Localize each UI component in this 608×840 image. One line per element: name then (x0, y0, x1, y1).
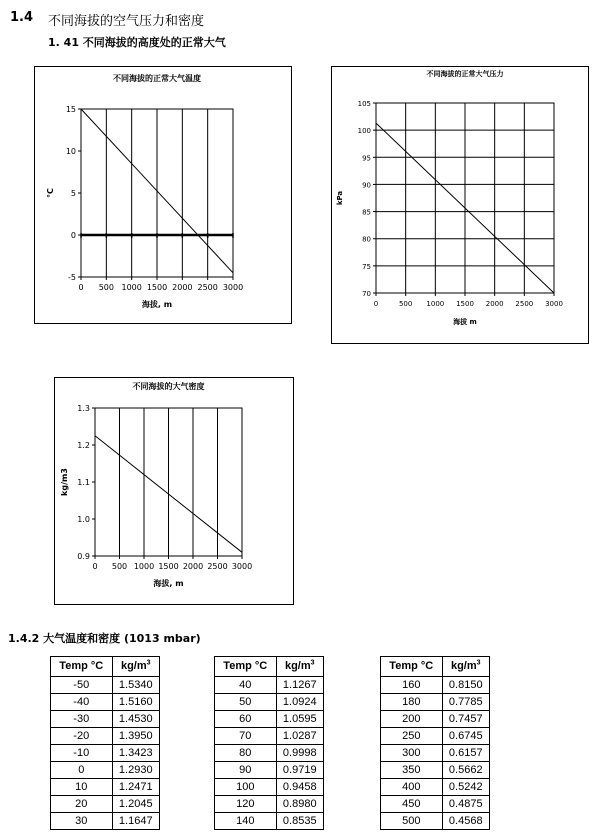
cell-density: 1.1647 (112, 813, 159, 830)
y-tick-label: 10 (65, 147, 76, 156)
cell-temp: 60 (215, 711, 277, 728)
table-row (215, 728, 324, 745)
y-tick-label: 15 (65, 105, 76, 114)
cell-density: 0.9458 (276, 779, 323, 796)
table-row (381, 694, 490, 711)
cell-density: 1.2045 (112, 796, 159, 813)
y-axis-label: kg/m3 (60, 468, 69, 496)
x-tick-label: 1500 (146, 283, 168, 292)
subsection-title: 1. 41 不同海拔的高度处的正常大气 (48, 36, 226, 49)
chart-pressure (331, 66, 589, 344)
cell-density: 1.0924 (276, 694, 323, 711)
col-header-temp: Temp °C (381, 657, 443, 677)
chart-density-svg (55, 378, 293, 604)
x-tick-label: 3000 (545, 300, 563, 308)
table-row (215, 796, 324, 813)
y-tick-label: 0 (70, 231, 76, 240)
cell-temp: 70 (215, 728, 277, 745)
cell-density: 1.0595 (276, 711, 323, 728)
cell-density: 0.9719 (276, 762, 323, 779)
cell-temp: 180 (381, 694, 443, 711)
table-row (51, 677, 160, 694)
cell-density: 1.2471 (112, 779, 159, 796)
x-axis-label: 海拔, m (141, 300, 173, 309)
cell-density: 1.0287 (276, 728, 323, 745)
y-axis-label: °C (46, 188, 55, 198)
cell-temp: 90 (215, 762, 277, 779)
x-tick-label: 2500 (515, 300, 534, 308)
y-tick-label: 0.9 (77, 552, 90, 561)
table-row (51, 745, 160, 762)
section-number: 1.4 (10, 10, 34, 25)
x-tick-label: 0 (78, 283, 84, 292)
density-table-3 (380, 656, 490, 830)
cell-density: 0.4875 (442, 796, 489, 813)
col-header-density (276, 657, 323, 677)
x-tick-label: 1000 (133, 562, 155, 571)
y-tick-label: 70 (362, 290, 371, 298)
col-header-density-unit: kg/m (450, 660, 477, 672)
table-row (215, 694, 324, 711)
y-tick-label: 1.1 (77, 478, 90, 487)
cell-density: 0.5662 (442, 762, 489, 779)
cell-temp: -10 (51, 745, 113, 762)
cell-temp: 300 (381, 745, 443, 762)
y-tick-label: 1.2 (77, 441, 90, 450)
cell-temp: 40 (215, 677, 277, 694)
cell-density: 1.4530 (112, 711, 159, 728)
density-table-1 (50, 656, 160, 830)
table-row (381, 711, 490, 728)
cell-density: 1.1267 (276, 677, 323, 694)
x-tick-label: 1000 (426, 300, 445, 308)
section-title: 不同海拔的空气压力和密度 (48, 14, 205, 29)
cell-temp: 30 (51, 813, 113, 830)
cell-temp: 50 (215, 694, 277, 711)
cell-density: 1.3423 (112, 745, 159, 762)
table-row (51, 779, 160, 796)
table-row (51, 796, 160, 813)
x-tick-label: 2000 (182, 562, 204, 571)
table-row (381, 762, 490, 779)
cell-density: 1.5340 (112, 677, 159, 694)
y-tick-label: 5 (70, 189, 76, 198)
y-tick-label: -5 (68, 273, 76, 282)
chart-title: 不同海拔的正常大气压力 (426, 70, 504, 78)
chart-pressure-svg (332, 67, 588, 343)
y-tick-label: 100 (357, 127, 371, 136)
table-row (215, 762, 324, 779)
chart-title: 不同海拔的大气密度 (132, 382, 205, 391)
cell-temp: 160 (381, 677, 443, 694)
cell-temp: 140 (215, 813, 277, 830)
x-tick-label: 0 (373, 300, 379, 308)
col-header-density (112, 657, 159, 677)
cell-density: 1.2930 (112, 762, 159, 779)
col-header-density-unit: kg/m (120, 660, 147, 672)
y-tick-label: 90 (362, 181, 371, 190)
cell-temp: -30 (51, 711, 113, 728)
table-row (215, 677, 324, 694)
y-tick-label: 1.3 (77, 404, 90, 413)
cell-temp: -40 (51, 694, 113, 711)
x-axis-label: 海拔 m (453, 318, 477, 326)
cell-density: 0.7457 (442, 711, 489, 728)
density-table-2 (214, 656, 324, 830)
cell-temp: 350 (381, 762, 443, 779)
x-tick-label: 3000 (222, 283, 244, 292)
x-tick-label: 0 (92, 562, 98, 571)
chart-title: 不同海拔的正常大气温度 (113, 74, 201, 83)
table-row (381, 779, 490, 796)
cell-temp: 10 (51, 779, 113, 796)
table-row (381, 813, 490, 830)
table-row (381, 796, 490, 813)
col-header-density-unit: kg/m (284, 660, 311, 672)
cell-density: 1.5160 (112, 694, 159, 711)
col-header-density-exponent: 3 (146, 659, 151, 667)
cell-temp: 400 (381, 779, 443, 796)
cell-temp: -50 (51, 677, 113, 694)
x-tick-label: 1500 (158, 562, 179, 571)
col-header-temp: Temp °C (51, 657, 113, 677)
table-row (51, 711, 160, 728)
col-header-density (442, 657, 489, 677)
y-tick-label: 85 (362, 208, 371, 217)
cell-density: 0.8535 (276, 813, 323, 830)
x-tick-label: 500 (111, 562, 128, 571)
cell-temp: 500 (381, 813, 443, 830)
y-tick-label: 75 (362, 262, 371, 271)
cell-temp: 100 (215, 779, 277, 796)
table-header-row (381, 657, 490, 677)
cell-temp: 250 (381, 728, 443, 745)
table-row (215, 779, 324, 796)
x-tick-label: 2500 (197, 283, 218, 292)
x-tick-label: 500 (398, 300, 413, 308)
table-row (215, 813, 324, 830)
y-tick-label: 80 (362, 235, 371, 244)
table-row (51, 813, 160, 830)
x-tick-label: 2000 (485, 300, 504, 308)
x-axis-label: 海拔, m (153, 579, 184, 588)
table-row (381, 745, 490, 762)
x-tick-label: 1500 (456, 300, 474, 308)
x-tick-label: 2000 (172, 283, 193, 292)
cell-density: 0.5242 (442, 779, 489, 796)
cell-temp: -20 (51, 728, 113, 745)
x-tick-label: 1000 (121, 283, 142, 292)
cell-temp: 120 (215, 796, 277, 813)
col-header-density-exponent: 3 (310, 659, 315, 667)
cell-temp: 450 (381, 796, 443, 813)
x-tick-label: 2500 (207, 562, 228, 571)
table-row (51, 694, 160, 711)
x-tick-label: 3000 (231, 562, 253, 571)
x-tick-label: 500 (98, 283, 114, 292)
cell-temp: 20 (51, 796, 113, 813)
chart-temperature-svg (35, 67, 291, 323)
cell-temp: 200 (381, 711, 443, 728)
cell-density: 0.6157 (442, 745, 489, 762)
y-tick-label: 95 (362, 154, 371, 163)
cell-density: 0.6745 (442, 728, 489, 745)
table-row (215, 745, 324, 762)
cell-temp: 0 (51, 762, 113, 779)
table-header-row (51, 657, 160, 677)
table-row (381, 677, 490, 694)
y-axis-label: kPa (336, 190, 344, 206)
cell-density: 0.4568 (442, 813, 489, 830)
table-section-title: 1.4.2 大气温度和密度 (1013 mbar) (8, 632, 201, 645)
cell-density: 0.7785 (442, 694, 489, 711)
y-tick-label: 1.0 (77, 515, 90, 524)
table-header-row (215, 657, 324, 677)
col-header-density-exponent: 3 (476, 659, 481, 667)
table-row (215, 711, 324, 728)
cell-density: 0.9998 (276, 745, 323, 762)
chart-temperature (34, 66, 292, 324)
table-row (51, 762, 160, 779)
chart-density (54, 377, 294, 605)
table-row (51, 728, 160, 745)
y-tick-label: 105 (357, 100, 371, 108)
cell-density: 1.3950 (112, 728, 159, 745)
col-header-temp: Temp °C (215, 657, 277, 677)
cell-temp: 80 (215, 745, 277, 762)
table-row (381, 728, 490, 745)
cell-density: 0.8980 (276, 796, 323, 813)
cell-density: 0.8150 (442, 677, 489, 694)
